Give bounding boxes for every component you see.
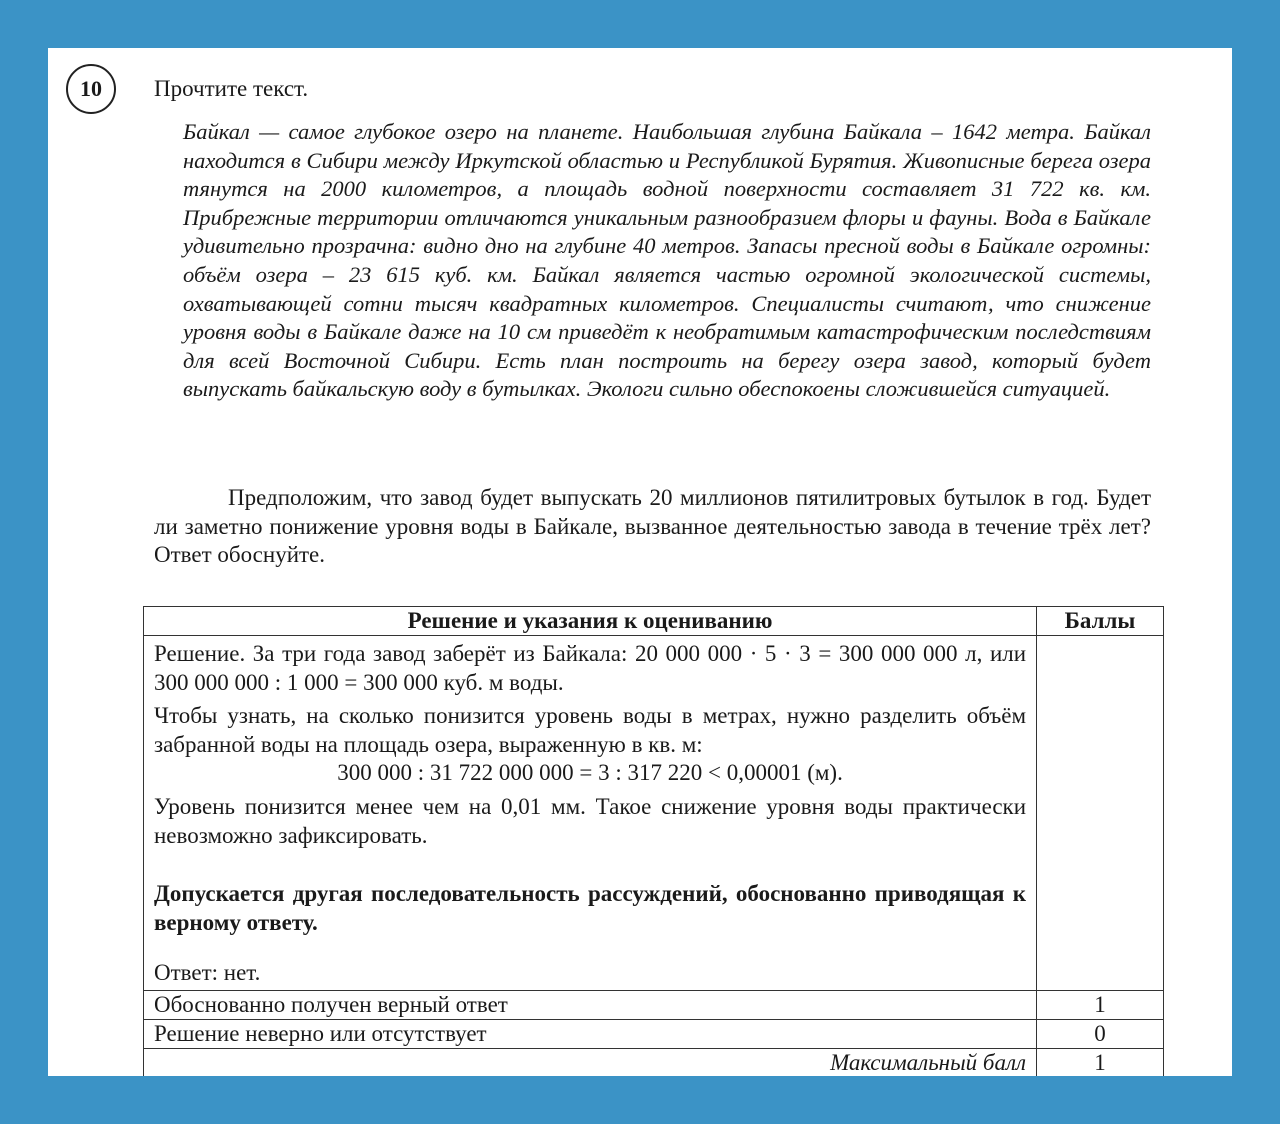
instruction-text: Прочтите текст. <box>154 76 309 101</box>
grading-table <box>143 606 1164 1076</box>
exam-page <box>48 48 1232 1076</box>
max-score-points: 1 <box>1037 1048 1164 1076</box>
reading-passage: Байкал — самое глубокое озеро на планете. Наибольшая глубина Байкала – 1642 метра. Байкал находится в Сибири между Иркутской областью и Республикой Бурятия. Живописные берега озера тянутся на 2000 километров, а площадь водной поверхности составляет 31 722 кв. км. Прибрежные территории отличаются уникальным разнообразием флоры и фауны. Вода в Байкале удивительно прозрачна: видно дно на глубине 40 метров. Запасы пресной воды в Байкале огромны: объём озера – 23 615 куб. км. Байкал является частью огромной экологической системы, охватывающей сотни тысяч квадратных километров. Специалисты считают, что снижение уровня воды в Байкале даже на 10 см приведёт к необратимым катастрофическим последствиям для всей Восточной Сибири. Есть план построить на берегу озера завод, который будет выпускать байкальскую воду в бутылках. Экологи сильно обеспокоены сложившейся ситуацией. <box>183 119 1151 402</box>
table-header-row <box>144 607 1164 636</box>
solution-line-1: Решение. За три года завод заберёт из Байкала: 20 000 000 · 5 · 3 = 300 000 000 л, или 300 000 000 : 1 000 = 300 000 куб. м воды. <box>154 641 1027 695</box>
grading-note: Допускается другая последовательность рассуждений, обоснованно приводящая к верному ответу. <box>154 881 1027 935</box>
question-number-badge <box>66 64 116 114</box>
criteria-label: Обоснованно получен верный ответ <box>144 990 1037 1019</box>
solution-line-2: Чтобы узнать, на сколько понизится уровень воды в метрах, нужно разделить объём забранной воды на площадь озера, выраженную в кв. м: <box>154 703 1027 757</box>
solution-answer: Ответ: нет. <box>154 960 261 986</box>
solution-equation: 300 000 : 31 722 000 000 = 3 : 317 220 < 0,00001 (м). <box>337 760 843 786</box>
question-number: 10 <box>80 76 102 101</box>
solution-points-cell <box>1037 636 1164 991</box>
criteria-points: 0 <box>1037 1019 1164 1048</box>
max-score-row <box>144 1048 1164 1076</box>
solution-row <box>144 636 1164 991</box>
task-text: Предположим, что завод будет выпускать 20 миллионов пятилитровых бутылок в год. Будет ли заметно понижение уровня воды в Байкале, вызванное деятельностью завода в течение трёх лет? Ответ обоснуйте. <box>154 485 1151 568</box>
max-score-label: Максимальный балл <box>144 1048 1037 1076</box>
solution-line-3: Уровень понизится менее чем на 0,01 мм. Такое снижение уровня воды практически невозможно зафиксировать. <box>154 793 1027 848</box>
solution-cell <box>144 636 1037 991</box>
header-solution: Решение и указания к оцениванию <box>144 607 1037 636</box>
criteria-row <box>144 1019 1164 1048</box>
criteria-label: Решение неверно или отсутствует <box>144 1019 1037 1048</box>
criteria-points: 1 <box>1037 990 1164 1019</box>
header-points: Баллы <box>1037 607 1164 636</box>
criteria-row <box>144 990 1164 1019</box>
